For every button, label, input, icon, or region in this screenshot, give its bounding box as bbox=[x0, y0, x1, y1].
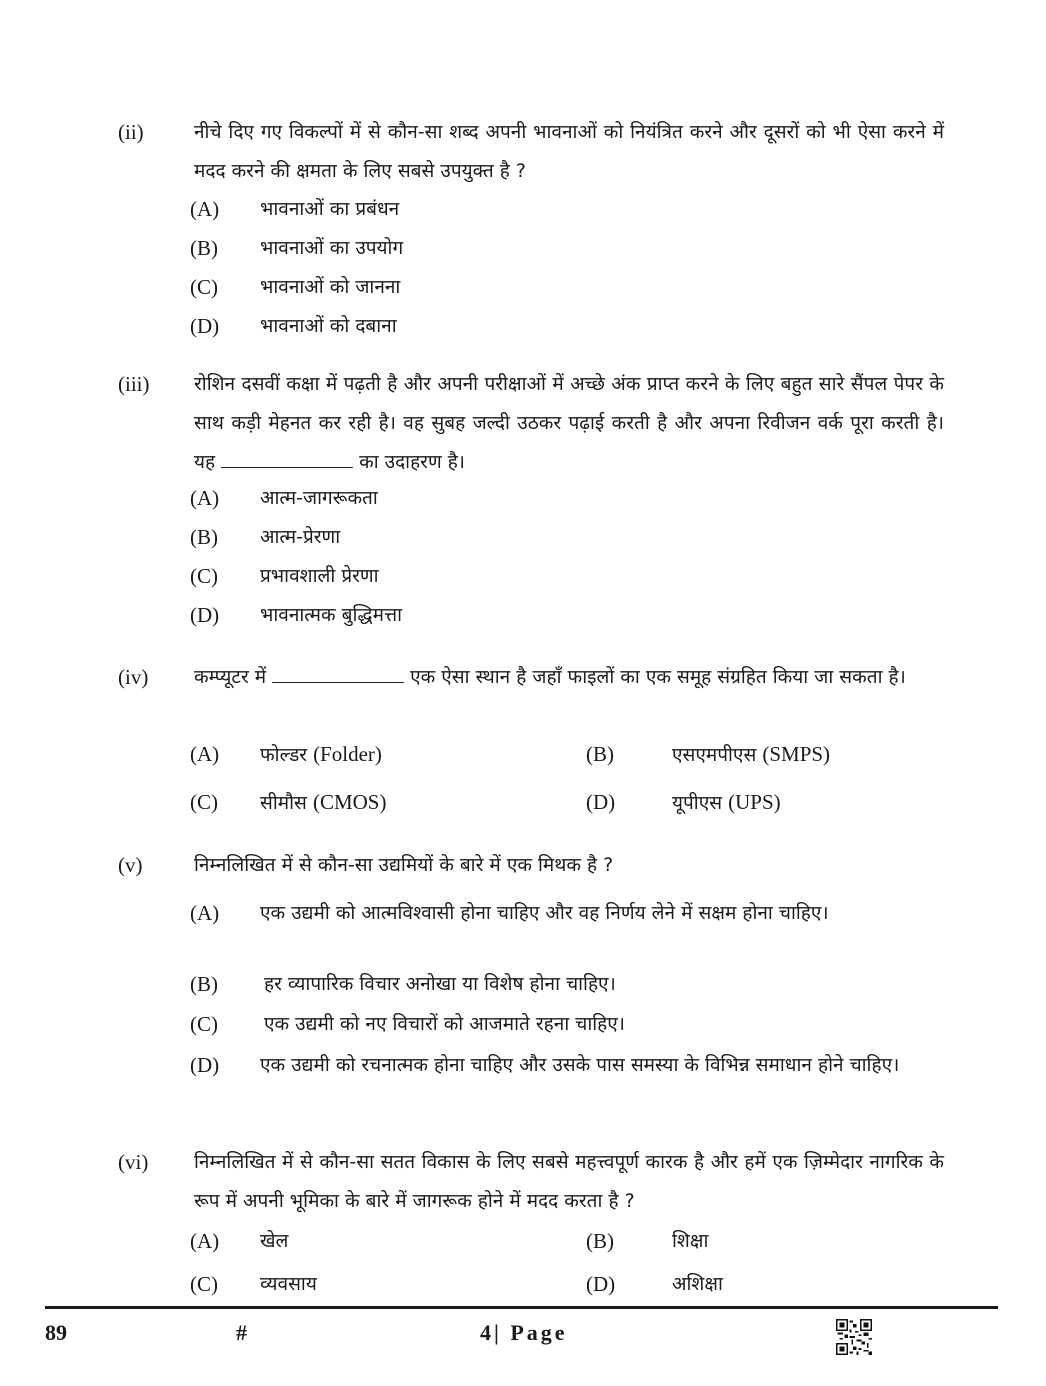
option-text: भावनात्मक बुद्धिमत्ता bbox=[260, 604, 403, 626]
option-text: शिक्षा bbox=[672, 1230, 709, 1252]
option-text-hindi: एसएमपीएस bbox=[672, 744, 757, 766]
question-number: (iv) bbox=[118, 665, 149, 689]
option-label: (D) bbox=[190, 1053, 220, 1077]
option-text-english: (UPS) bbox=[728, 790, 781, 814]
page-number: 4| Page bbox=[480, 1320, 568, 1345]
option-text: एक उद्यमी को रचनात्मक होना चाहिए और उसके पास समस्या के विभिन्न समाधान होने चाहिए। bbox=[260, 1054, 900, 1076]
fill-in-blank bbox=[272, 664, 404, 683]
option-text: प्रभावशाली प्रेरणा bbox=[260, 565, 379, 587]
option-label: (D) bbox=[190, 603, 220, 627]
option-label: (D) bbox=[586, 1272, 616, 1296]
paper-code: 89 bbox=[45, 1320, 67, 1345]
qr-code-icon bbox=[836, 1319, 872, 1355]
option-text: भावनाओं को दबाना bbox=[260, 315, 397, 337]
option-label: (B) bbox=[586, 742, 614, 766]
option-label: (D) bbox=[586, 790, 616, 814]
option-text: भावनाओं का उपयोग bbox=[260, 237, 404, 259]
option-text bbox=[260, 738, 382, 771]
option-label: (A) bbox=[190, 742, 220, 766]
option-text: भावनाओं का प्रबंधन bbox=[260, 198, 400, 220]
question-text: निम्नलिखित में से कौन-सा सतत विकास के लिए सबसे महत्त्वपूर्ण कारक है और हमें एक ज़िम्मेदार नागरिक के रूप में अपनी भूमिका के बारे में जागरूक होने में मदद करता है ? bbox=[194, 1151, 944, 1212]
question-text: नीचे दिए गए विकल्पों में से कौन-सा शब्द अपनी भावनाओं को नियंत्रित करने और दूसरों को भी ऐसा करने में मदद करने की क्षमता के लिए सबसे उपयुक्त है ? bbox=[194, 121, 944, 182]
option-label: (C) bbox=[190, 564, 218, 588]
option-text-english: (CMOS) bbox=[312, 790, 387, 814]
option-label: (B) bbox=[190, 972, 218, 996]
option-text: भावनाओं को जानना bbox=[260, 276, 401, 298]
option-label: (C) bbox=[190, 275, 218, 299]
question-number: (v) bbox=[118, 853, 143, 877]
option-text bbox=[672, 738, 830, 771]
option-label: (A) bbox=[190, 486, 220, 510]
option-label: (D) bbox=[190, 314, 220, 338]
question-number: (vi) bbox=[118, 1150, 149, 1174]
option-text bbox=[260, 786, 386, 819]
option-text: व्यवसाय bbox=[260, 1273, 317, 1295]
question-ii bbox=[118, 117, 948, 347]
question-vi bbox=[118, 1147, 948, 1297]
question-text-after-blank: एक ऐसा स्थान है जहाँ फाइलों का एक समूह संग्रहित किया जा सकता है। bbox=[410, 666, 906, 688]
question-text-before-blank: कम्प्यूटर में bbox=[194, 666, 267, 688]
question-text bbox=[194, 365, 944, 482]
question-iii bbox=[118, 369, 948, 629]
option-text-english: (SMPS) bbox=[762, 742, 831, 766]
option-label: (A) bbox=[190, 197, 220, 221]
footer-divider bbox=[45, 1306, 998, 1309]
question-text-before-blank: रोशिन दसवीं कक्षा में पढ़ती है और अपनी परीक्षाओं में अच्छे अंक प्राप्त करने के लिए बहुत सारे सैंपल पेपर के साथ कड़ी मेहनत कर रही है। वह सुबह जल्दी उठकर पढ़ाई करती है और अपना रिवीजन वर्क पूरा करती है। यह bbox=[194, 373, 944, 473]
option-text: आत्म-जागरूकता bbox=[260, 487, 378, 509]
fill-in-blank bbox=[221, 449, 353, 468]
option-label: (C) bbox=[190, 1272, 218, 1296]
option-label: (C) bbox=[190, 790, 218, 814]
question-iv bbox=[118, 662, 948, 822]
question-text: निम्नलिखित में से कौन-सा उद्यमियों के बारे में एक मिथक है ? bbox=[194, 854, 614, 876]
option-text: एक उद्यमी को नए विचारों को आजमाते रहना चाहिए। bbox=[264, 1013, 625, 1035]
question-number: (ii) bbox=[118, 120, 144, 144]
option-label: (B) bbox=[190, 525, 218, 549]
option-text: एक उद्यमी को आत्मविश्वासी होना चाहिए और वह निर्णय लेने में सक्षम होना चाहिए। bbox=[260, 902, 829, 924]
option-label: (B) bbox=[586, 1229, 614, 1253]
option-text-hindi: फोल्डर bbox=[260, 744, 308, 766]
question-text-after-blank: का उदाहरण है। bbox=[359, 451, 466, 473]
question-text bbox=[194, 658, 944, 697]
option-text-hindi: सीमौस bbox=[260, 792, 307, 814]
option-label: (A) bbox=[190, 1229, 220, 1253]
hash-mark: # bbox=[236, 1320, 247, 1345]
option-text: अशिक्षा bbox=[672, 1273, 723, 1295]
option-label: (C) bbox=[190, 1012, 218, 1036]
question-number: (iii) bbox=[118, 372, 150, 396]
option-text: आत्म-प्रेरणा bbox=[260, 526, 341, 548]
option-text-english: (Folder) bbox=[313, 742, 382, 766]
option-label: (A) bbox=[190, 901, 220, 925]
option-text bbox=[672, 786, 781, 819]
option-text-hindi: यूपीएस bbox=[672, 792, 723, 814]
option-text: खेल bbox=[260, 1230, 289, 1252]
option-text: हर व्यापारिक विचार अनोखा या विशेष होना चाहिए। bbox=[264, 973, 616, 995]
option-label: (B) bbox=[190, 236, 218, 260]
question-v bbox=[118, 850, 948, 1120]
